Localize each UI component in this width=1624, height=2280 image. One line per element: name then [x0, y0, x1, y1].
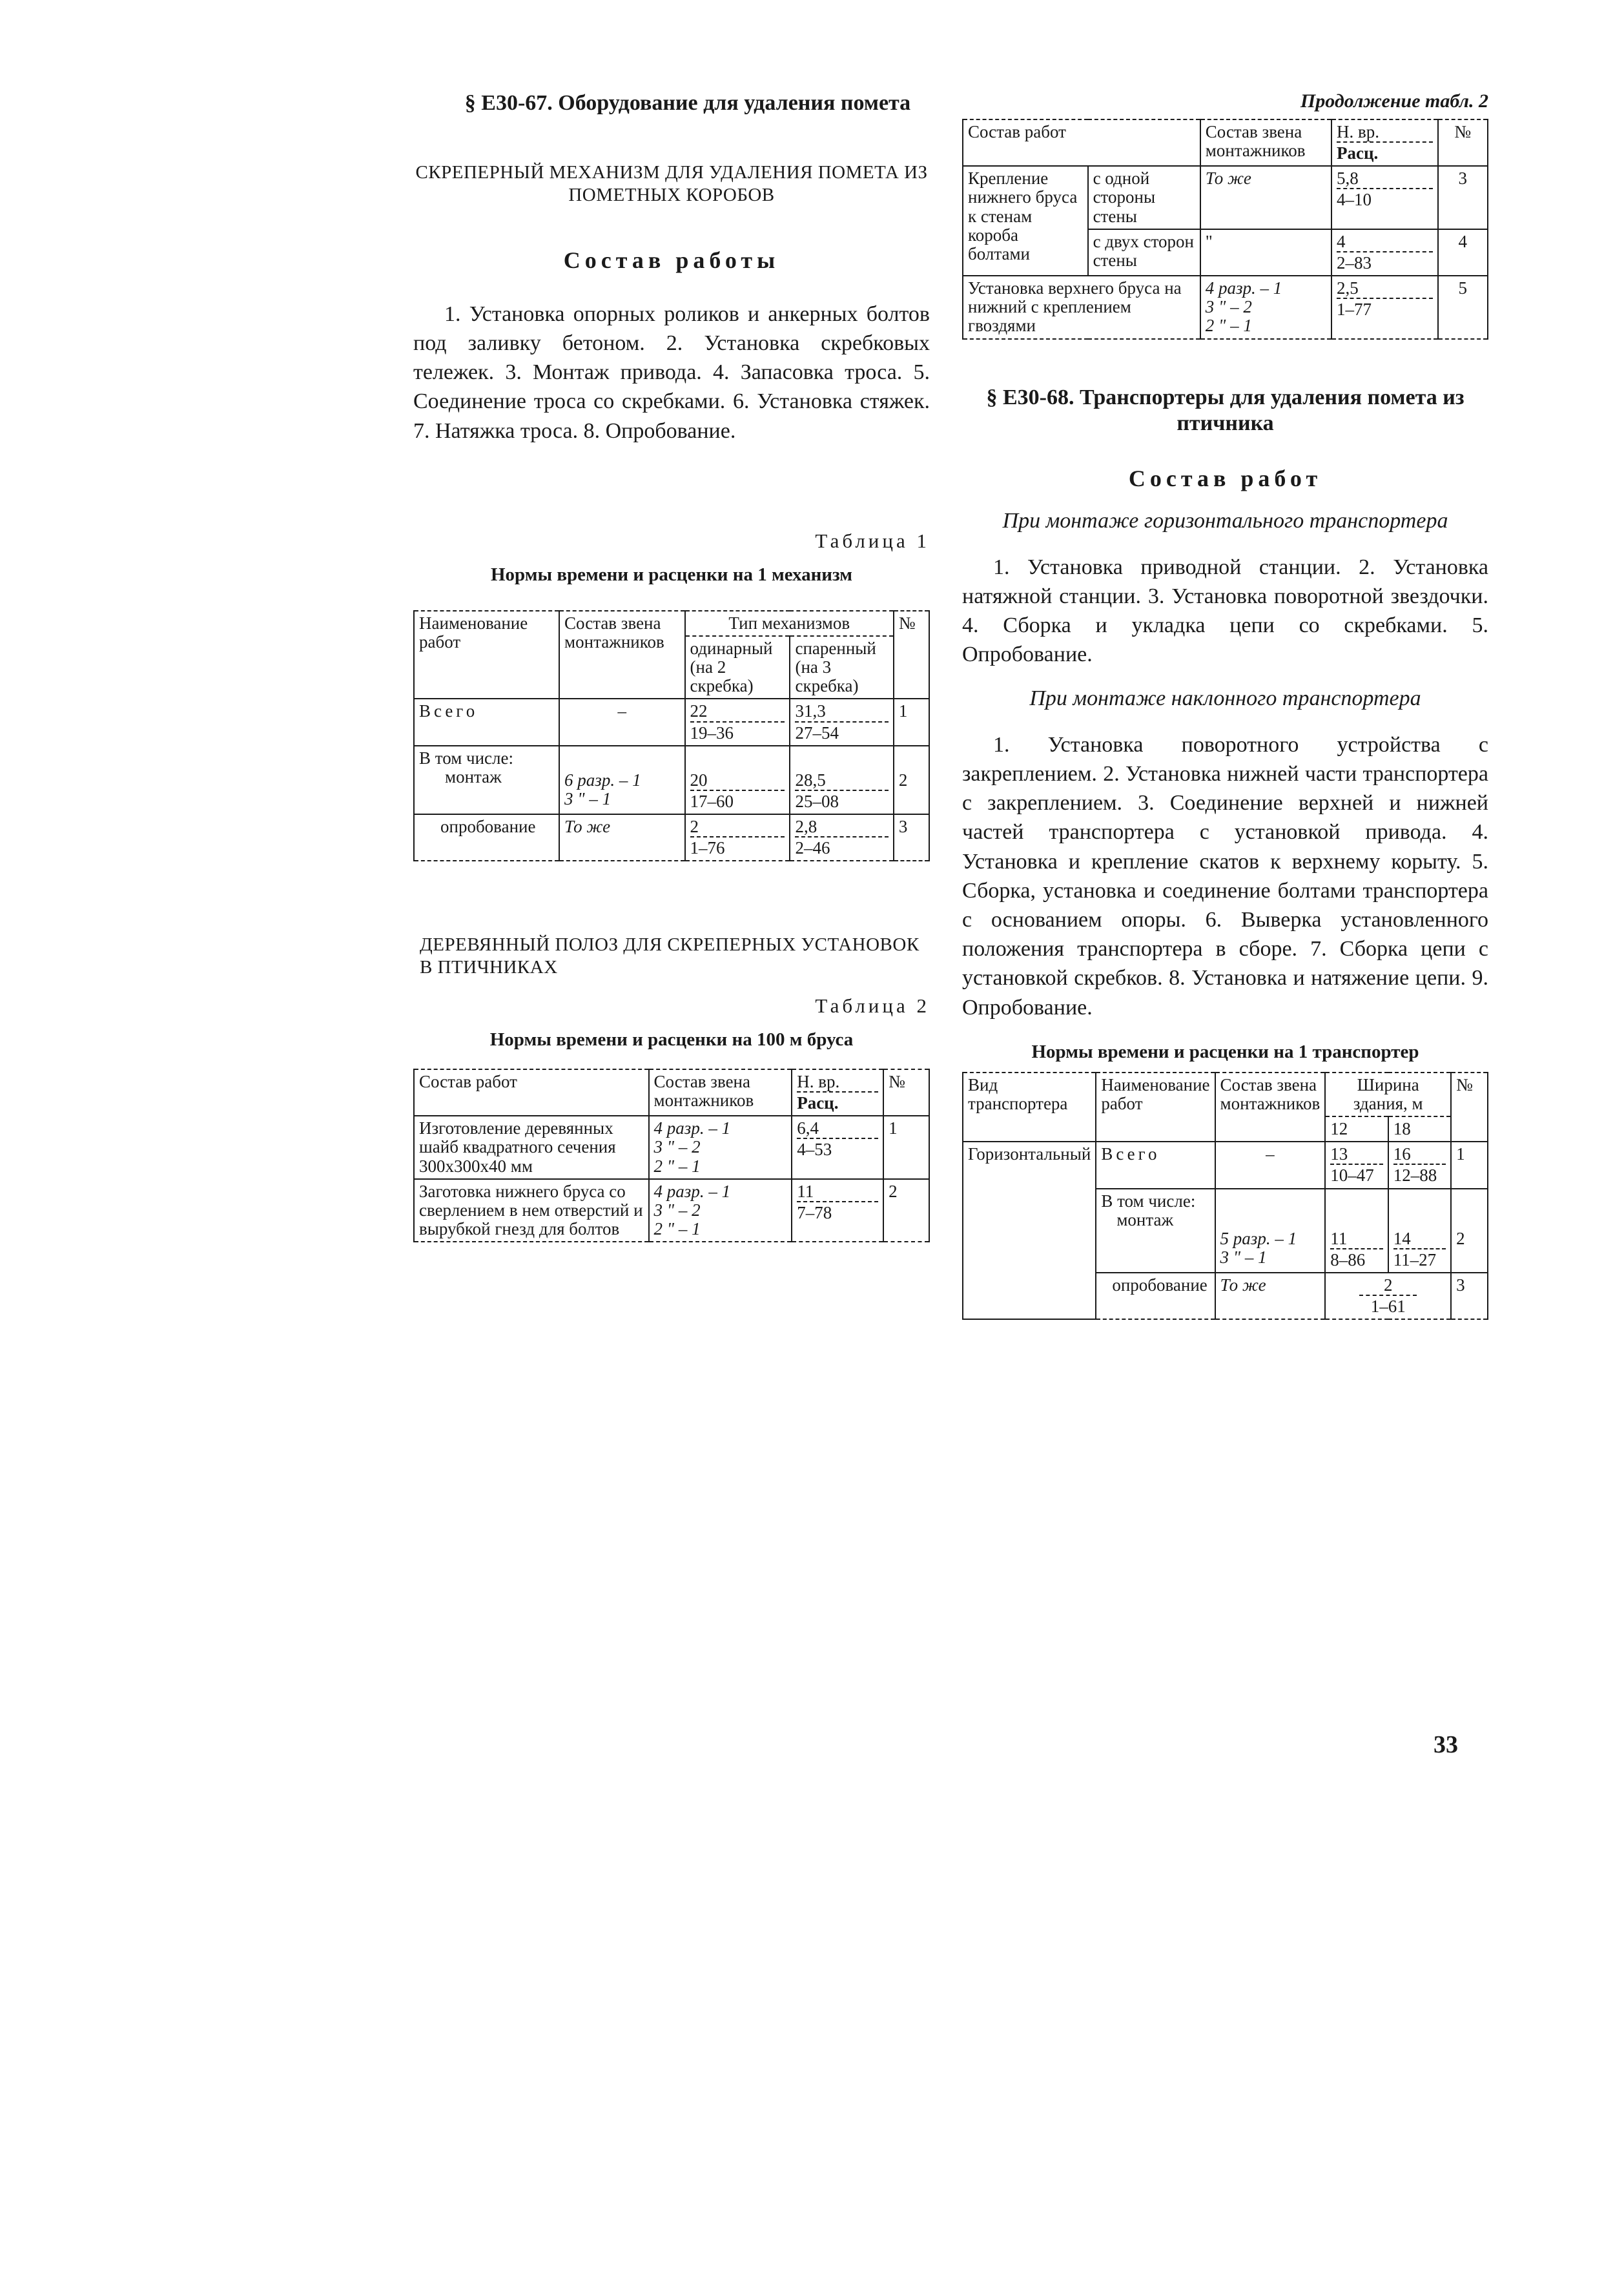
- work-heading-left: Состав работы: [563, 247, 780, 273]
- horizontal-heading: При монтаже горизонтального транспортера: [1002, 508, 1448, 533]
- rate-value: 1–76: [690, 836, 785, 858]
- table1-cell-single: [685, 746, 790, 814]
- table3-cell-crew: [1215, 1189, 1326, 1273]
- table2-caption: Нормы времени и расценки на 100 м бруса: [489, 1029, 854, 1050]
- norm-value: 14: [1393, 1228, 1411, 1248]
- table2-cell-work: Заготовка нижнего бруса со сверлением в нем отверстий и вырубкой гнезд для болтов: [414, 1179, 649, 1242]
- table1-label: Таблица 1: [815, 529, 930, 552]
- table2-cell-no: 1: [883, 1116, 929, 1178]
- table2c-cell-crew: ": [1200, 229, 1331, 276]
- table2c-header-crew: Состав звена монтажников: [1200, 119, 1331, 166]
- table-row: [963, 166, 1488, 229]
- rate-value: 7–78: [797, 1201, 878, 1222]
- rate-value: 1–61: [1359, 1295, 1417, 1316]
- table2c-cell-no: 3: [1438, 166, 1488, 229]
- subsection-wooden-runner: ДЕРЕВЯННЫЙ ПОЛОЗ ДЛЯ СКРЕПЕРНЫХ УСТАНОВОК В ПТИЧНИКАХ: [420, 934, 920, 978]
- table2c-cell-group: Крепление нижнего бруса к стенам короба болтами: [963, 166, 1088, 276]
- rate-value: 25–08: [795, 790, 888, 811]
- crew-line: 3 " – 1: [1220, 1247, 1267, 1267]
- table2c-cell-crew: [1200, 276, 1331, 338]
- row-group-label: В том числе:: [419, 748, 513, 768]
- table2-header-work: Состав работ: [414, 1069, 649, 1116]
- table3-cell-name: [1096, 1189, 1215, 1273]
- horizontal-text: 1. Установка приводной станции. 2. Установка натяжной станции. 3. Установка поворотной звездочки. 4. Сборка и укладка цепи со скребками. 5. Опробование.: [962, 555, 1488, 667]
- table1-cell-single: [685, 814, 790, 861]
- table3-cell-name: опробование: [1096, 1273, 1215, 1319]
- crew-line: 2 " – 1: [1205, 316, 1252, 336]
- table1-header-crew: Состав звена монтажников: [559, 611, 685, 699]
- rate-value: 1–77: [1337, 298, 1433, 319]
- table1-cell-single: [685, 699, 790, 745]
- rate-value: 4–53: [797, 1138, 878, 1159]
- rate-value: 4–10: [1337, 188, 1433, 209]
- table2c-cell-no: 5: [1438, 276, 1488, 338]
- norm-label: Н. вр.: [797, 1071, 840, 1091]
- table-row: [414, 746, 929, 814]
- norm-value: 11: [797, 1181, 814, 1201]
- norm-value: 22: [690, 701, 708, 721]
- table3-cell-w18: [1388, 1189, 1451, 1273]
- table-row: [963, 1142, 1488, 1188]
- table2c-header-row: [963, 119, 1488, 166]
- crew-line: 5 разр. – 1: [1220, 1228, 1297, 1248]
- table2c-header-norm: [1331, 119, 1438, 166]
- norm-value: 28,5: [795, 770, 826, 790]
- table3-header-name: Наименование работ: [1096, 1073, 1215, 1142]
- crew-line: 2 " – 1: [653, 1219, 701, 1239]
- table1-header-double: спаренный (на 3 скребка): [790, 636, 893, 699]
- table2c-cell-sub: с одной стороны стены: [1088, 166, 1200, 229]
- table3-cell-crew: То же: [1215, 1273, 1326, 1319]
- table2-header-norm: [792, 1069, 883, 1116]
- table3-header-no: №: [1451, 1073, 1488, 1142]
- inclined-text: 1. Установка поворотного устройства с закреплением. 2. Установка нижней части транспортера с закреплением. 3. Соединение верхней и нижней частей транспортера с установкой привода. 4. Установка и крепление скатов к верхнему корыту. 5. Сборка, установка и соединение болтами транспортера с основанием опоры. 6. Выверка установленного положения транспортера в сборе. 7. Сборка цепи с установкой скребков. 8. Установка и натяжение цепи. 9. Опробование.: [962, 732, 1488, 1020]
- left-column: [413, 90, 930, 1242]
- crew-line: 3 " – 2: [1205, 297, 1252, 317]
- table1-cell-name: Всего: [414, 699, 559, 745]
- table1-header-name: Наименование работ: [414, 611, 559, 699]
- norm-value: 13: [1330, 1144, 1348, 1164]
- table3-header-w12: 12: [1325, 1116, 1388, 1142]
- table3-header-width: Ширина здания, м: [1325, 1073, 1451, 1116]
- table-row: [414, 699, 929, 745]
- table1-cell-name: [414, 746, 559, 814]
- work-text-left: 1. Установка опорных роликов и анкерных болтов под заливку бетоном. 2. Установка скребковых тележек. 3. Монтаж привода. 4. Запасовка троса. 5. Соединение троса со скребками. 6. Установка стяжек. 7. Натяжка троса. 8. Опробование.: [413, 302, 930, 443]
- table2-header-no: №: [883, 1069, 929, 1116]
- rate-value: 12–88: [1393, 1164, 1446, 1185]
- rate-value: 8–86: [1330, 1248, 1382, 1269]
- crew-line: 3 " – 1: [564, 788, 612, 808]
- table1-header-no: №: [894, 611, 929, 699]
- table2c-header-work: Состав работ: [963, 119, 1200, 166]
- rate-value: 2–83: [1337, 251, 1433, 272]
- table3-cell-combined: [1325, 1273, 1451, 1319]
- table1-caption: Нормы времени и расценки на 1 механизм: [490, 564, 853, 585]
- table1-cell-no: 2: [894, 746, 929, 814]
- table3-header-kind: Вид транспортера: [963, 1073, 1096, 1142]
- table2-continued: [962, 119, 1488, 340]
- table3-caption: Нормы времени и расценки на 1 транспортер: [1031, 1041, 1419, 1062]
- table1-cell-crew: То же: [559, 814, 685, 861]
- norm-value: 31,3: [795, 701, 826, 721]
- section-title-e30-67: § Е30-67. Оборудование для удаления помета: [464, 91, 911, 115]
- table1-cell-no: 1: [894, 699, 929, 745]
- rate-label: Расц.: [797, 1091, 878, 1113]
- table2c-cell-crew: То же: [1200, 166, 1331, 229]
- table2-cell-crew: [649, 1179, 792, 1242]
- table3-header-row: [963, 1073, 1488, 1116]
- norm-label: Н. вр.: [1337, 122, 1380, 141]
- table3: [962, 1072, 1488, 1320]
- row-name: монтаж: [1116, 1209, 1174, 1229]
- section-title-e30-68: § Е30-68. Транспортеры для удаления помета из птичника: [986, 385, 1465, 435]
- table1-cell-no: 3: [894, 814, 929, 861]
- crew-line: 3 " – 2: [653, 1137, 701, 1157]
- crew-line: 3 " – 2: [653, 1200, 701, 1220]
- table3-header-crew: Состав звена монтажников: [1215, 1073, 1326, 1142]
- table-row: [963, 276, 1488, 338]
- norm-value: 2,5: [1337, 278, 1359, 298]
- norm-value: 5,8: [1337, 169, 1359, 189]
- table2c-cell-work: Установка верхнего бруса на нижний с креплением гвоздями: [963, 276, 1200, 338]
- table-row: [414, 814, 929, 861]
- right-column: [962, 90, 1488, 1320]
- page-number: 33: [1434, 1731, 1458, 1758]
- inclined-heading: При монтаже наклонного транспортера: [1029, 686, 1421, 710]
- rate-value: 10–47: [1330, 1164, 1382, 1185]
- table3-cell-w12: [1325, 1142, 1388, 1188]
- table2c-cell-sub: с двух сторон стены: [1088, 229, 1200, 276]
- table1-cell-double: [790, 746, 893, 814]
- table2c-cell-norm: [1331, 229, 1438, 276]
- table3-cell-kind: Горизонтальный: [963, 1142, 1096, 1319]
- table3-cell-crew: –: [1215, 1142, 1326, 1188]
- table2-cell-no: 2: [883, 1179, 929, 1242]
- table2: [413, 1069, 930, 1242]
- row-group-label: В том числе:: [1101, 1191, 1196, 1211]
- crew-line: 6 разр. – 1: [564, 770, 641, 790]
- rate-label: Расц.: [1337, 141, 1433, 163]
- subsection-scraper-mechanism: СКРЕПЕРНЫЙ МЕХАНИЗМ ДЛЯ УДАЛЕНИЯ ПОМЕТА ИЗ ПОМЕТНЫХ КОРОБОВ: [415, 162, 928, 205]
- table2-header-crew: Состав звена монтажников: [649, 1069, 792, 1116]
- table1-cell-crew: [559, 746, 685, 814]
- crew-line: 2 " – 1: [653, 1156, 701, 1176]
- rate-value: 19–36: [690, 721, 785, 743]
- rate-value: 11–27: [1393, 1248, 1446, 1269]
- table3-cell-w18: [1388, 1142, 1451, 1188]
- crew-line: 4 разр. – 1: [1205, 278, 1282, 298]
- rate-value: 17–60: [690, 790, 785, 811]
- table1-header-row: [414, 611, 929, 636]
- table2c-header-no: №: [1438, 119, 1488, 166]
- rate-value: 27–54: [795, 721, 888, 743]
- table2-continuation-label: Продолжение табл. 2: [1300, 90, 1488, 112]
- table1-header-type: Тип механизмов: [685, 611, 894, 636]
- crew-line: 4 разр. – 1: [653, 1118, 731, 1138]
- table2-cell-work: Изготовление деревянных шайб квадратного сечения 300x300x40 мм: [414, 1116, 649, 1178]
- table3-cell-name: Всего: [1096, 1142, 1215, 1188]
- table2-label: Таблица 2: [815, 994, 930, 1017]
- norm-value: 16: [1393, 1144, 1411, 1164]
- table1-header-single: одинарный (на 2 скребка): [685, 636, 790, 699]
- table1: [413, 610, 930, 862]
- table1-cell-crew: –: [559, 699, 685, 745]
- table1-cell-name: опробование: [414, 814, 559, 861]
- row-name: монтаж: [445, 766, 502, 786]
- table2c-cell-norm: [1331, 166, 1438, 229]
- norm-value: 11: [1330, 1228, 1348, 1248]
- table3-cell-no: 2: [1451, 1189, 1488, 1273]
- table2-cell-norm: [792, 1179, 883, 1242]
- table3-header-w18: 18: [1388, 1116, 1451, 1142]
- table2c-cell-norm: [1331, 276, 1438, 338]
- table1-cell-double: [790, 699, 893, 745]
- norm-value: 6,4: [797, 1118, 819, 1138]
- table-row: [414, 1116, 929, 1178]
- table3-cell-w12: [1325, 1189, 1388, 1273]
- table2c-cell-no: 4: [1438, 229, 1488, 276]
- table-row: [414, 1179, 929, 1242]
- rate-value: 2–46: [795, 836, 888, 858]
- table3-cell-no: 3: [1451, 1273, 1488, 1319]
- norm-value: 20: [690, 770, 708, 790]
- table2-header-row: [414, 1069, 929, 1116]
- norm-value: 2,8: [795, 817, 817, 837]
- work-heading-right: Состав работ: [1128, 465, 1322, 491]
- table3-cell-no: 1: [1451, 1142, 1488, 1188]
- table2-cell-norm: [792, 1116, 883, 1178]
- norm-value: 2: [1383, 1275, 1393, 1295]
- crew-line: 4 разр. – 1: [653, 1181, 731, 1201]
- table2-cell-crew: [649, 1116, 792, 1178]
- table1-cell-double: [790, 814, 893, 861]
- norm-value: 4: [1337, 231, 1346, 251]
- norm-value: 2: [690, 817, 699, 837]
